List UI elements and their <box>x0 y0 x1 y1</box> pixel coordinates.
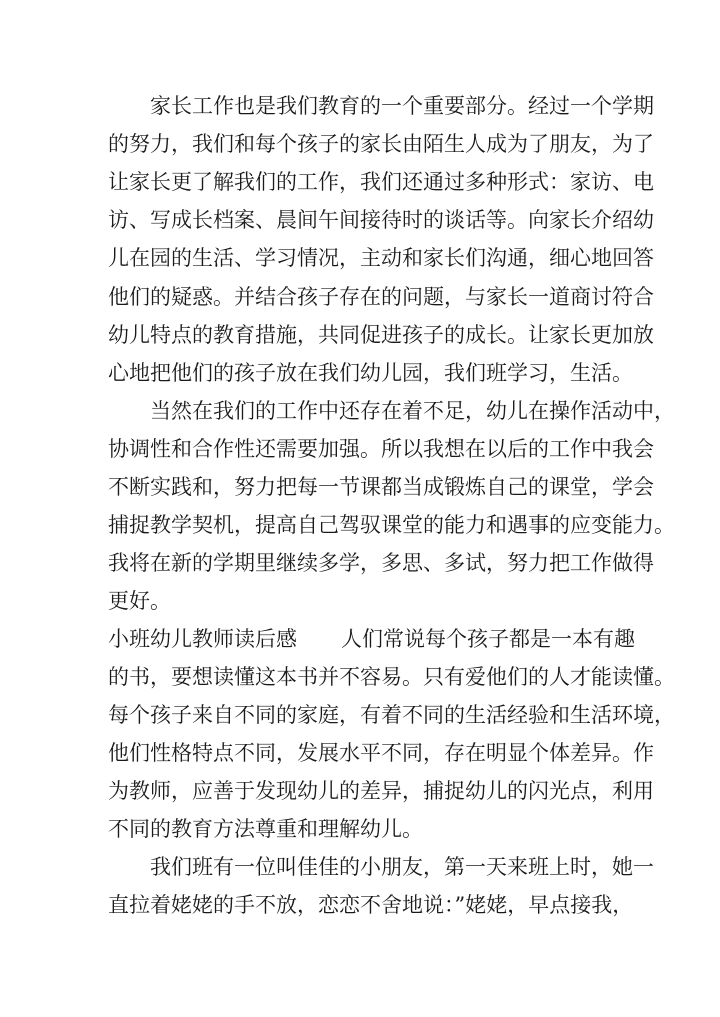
paragraph-4-line-1: 我们班有一位叫佳佳的小朋友，第一天来班上时，她一 <box>150 855 654 879</box>
paragraph-1-line-7: 幼儿特点的教育措施，共同促进孩子的成长。让家长更加放 <box>108 323 654 347</box>
paragraph-3-line-2: 的书，要想读懂这本书并不容易。只有爱他们的人才能读懂。 <box>108 665 675 689</box>
paragraph-2-line-5: 我将在新的学期里继续多学，多思、多试，努力把工作做得 <box>108 551 654 575</box>
paragraph-3-line-5: 为教师，应善于发现幼儿的差异，捕捉幼儿的闪光点，利用 <box>108 779 654 803</box>
paragraph-1-line-3: 让家长更了解我们的工作，我们还通过多种形式：家访、电 <box>108 170 654 194</box>
paragraph-1-line-2: 的努力，我们和每个孩子的家长由陌生人成为了朋友，为了 <box>108 132 654 156</box>
paragraph-1-line-4: 访、写成长档案、晨间午间接待时的谈话等。向家长介绍幼 <box>108 208 654 232</box>
paragraph-1-line-6: 他们的疑惑。并结合孩子存在的问题，与家长一道商讨符合 <box>108 285 654 309</box>
section-title: 小班幼儿教师读后感 <box>108 627 297 651</box>
paragraph-2-line-3: 不断实践和，努力把每一节课都当成锻炼自己的课堂，学会 <box>108 475 654 499</box>
paragraph-1-line-1: 家长工作也是我们教育的一个重要部分。经过一个学期 <box>150 94 654 118</box>
paragraph-2-line-6: 更好。 <box>108 589 171 613</box>
section-heading-line <box>108 625 635 653</box>
paragraph-3-line-6: 不同的教育方法尊重和理解幼儿。 <box>108 817 423 841</box>
paragraph-1-line-5: 儿在园的生活、学习情况，主动和家长们沟通，细心地回答 <box>108 246 654 270</box>
paragraph-1-line-8: 心地把他们的孩子放在我们幼儿园，我们班学习，生活。 <box>108 361 633 385</box>
paragraph-4-line-2: 直拉着姥姥的手不放，恋恋不舍地说：”姥姥，早点接我， <box>108 893 634 917</box>
paragraph-3-line-3: 每个孩子来自不同的家庭，有着不同的生活经验和生活环境， <box>108 703 675 727</box>
paragraph-3-line-1: 人们常说每个孩子都是一本有趣 <box>341 627 635 651</box>
paragraph-2-line-4: 捕捉教学契机，提高自己驾驭课堂的能力和遇事的应变能力。 <box>108 513 675 537</box>
paragraph-2-line-1: 当然在我们的工作中还存在着不足，幼儿在操作活动中， <box>150 399 675 423</box>
paragraph-3-line-4: 他们性格特点不同，发展水平不同，存在明显个体差异。作 <box>108 741 654 765</box>
paragraph-2-line-2: 协调性和合作性还需要加强。所以我想在以后的工作中我会 <box>108 437 654 461</box>
